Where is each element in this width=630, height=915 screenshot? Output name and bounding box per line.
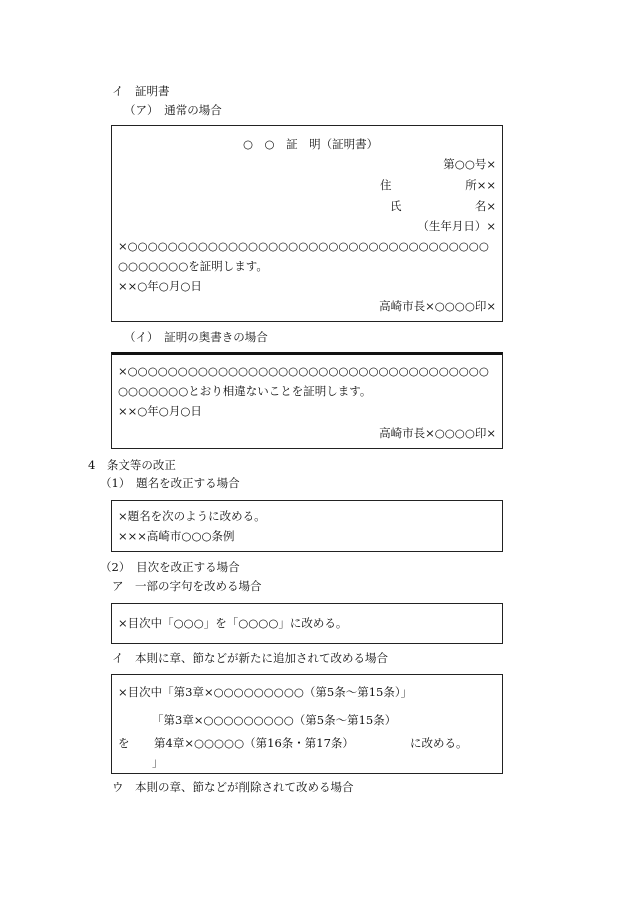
endorsement-box: [111, 352, 503, 449]
certificate-box: [111, 125, 503, 322]
toc-chapter-added-line3: 第4章×○○○○○（第16条・第17条）: [154, 736, 354, 750]
subsection-heading-normal: （ア） 通常の場合: [124, 103, 222, 117]
certificate-date: ××○年○月○日: [118, 279, 202, 293]
subsection-heading-title-amend: （1） 題名を改正する場合: [100, 476, 240, 490]
toc-chapter-added-line1: ×目次中「第3章×○○○○○○○○○（第5条～第15条）」: [118, 685, 413, 699]
toc-chapter-added-close: 」: [152, 755, 164, 769]
title-amendment-box: [111, 500, 503, 552]
toc-chapter-added-tail: に改める。: [410, 736, 468, 750]
section-heading-amendment: 4 条文等の改正: [88, 458, 176, 472]
certificate-number: 第○○号×: [443, 157, 496, 171]
name-tail: 名×: [474, 199, 496, 213]
item-heading-chapter-added: イ 本則に章、節などが新たに追加されて改める場合: [112, 651, 388, 665]
certificate-title: ○ ○ 証 明（証明書）: [243, 137, 379, 151]
endorsement-body-line1: ×○○○○○○○○○○○○○○○○○○○○○○○○○○○○○○○○○○○○: [118, 364, 489, 378]
certificate-body-line2: ○○○○○○○を証明します。: [118, 259, 268, 273]
item-heading-partial-change: ア 一部の字句を改める場合: [112, 579, 262, 593]
toc-chapter-added-wo: を: [118, 736, 130, 750]
endorsement-signer: 高崎市長×○○○○印×: [379, 426, 496, 440]
section-heading-certificate: イ 証明書: [112, 84, 170, 98]
title-amendment-line2: ×××高崎市○○○条例: [118, 529, 235, 543]
endorsement-body-line2: ○○○○○○○とおり相違ないことを証明します。: [118, 384, 372, 398]
address-tail: 所××: [465, 178, 496, 192]
toc-partial-change-text: ×目次中「○○○」を「○○○○」に改める。: [118, 616, 348, 630]
title-amendment-line1: ×題名を次のように改める。: [118, 509, 266, 523]
toc-chapter-added-line2: 「第3章×○○○○○○○○○（第5条～第15条）: [152, 713, 397, 727]
name-label: 氏: [390, 199, 402, 213]
subsection-heading-toc-amend: （2） 目次を改正する場合: [100, 560, 240, 574]
certificate-body-line1: ×○○○○○○○○○○○○○○○○○○○○○○○○○○○○○○○○○○○○: [118, 239, 489, 253]
address-label: 住: [380, 178, 392, 192]
certificate-signer: 高崎市長×○○○○印×: [379, 299, 496, 313]
endorsement-date: ××○年○月○日: [118, 404, 202, 418]
birthdate-label: （生年月日）×: [417, 219, 496, 233]
toc-partial-change-box: [111, 603, 503, 644]
item-heading-chapter-deleted: ウ 本則の章、節などが削除されて改める場合: [112, 780, 354, 794]
subsection-heading-endorsement: （イ） 証明の奥書きの場合: [124, 330, 268, 344]
toc-chapter-added-box: [111, 674, 503, 774]
